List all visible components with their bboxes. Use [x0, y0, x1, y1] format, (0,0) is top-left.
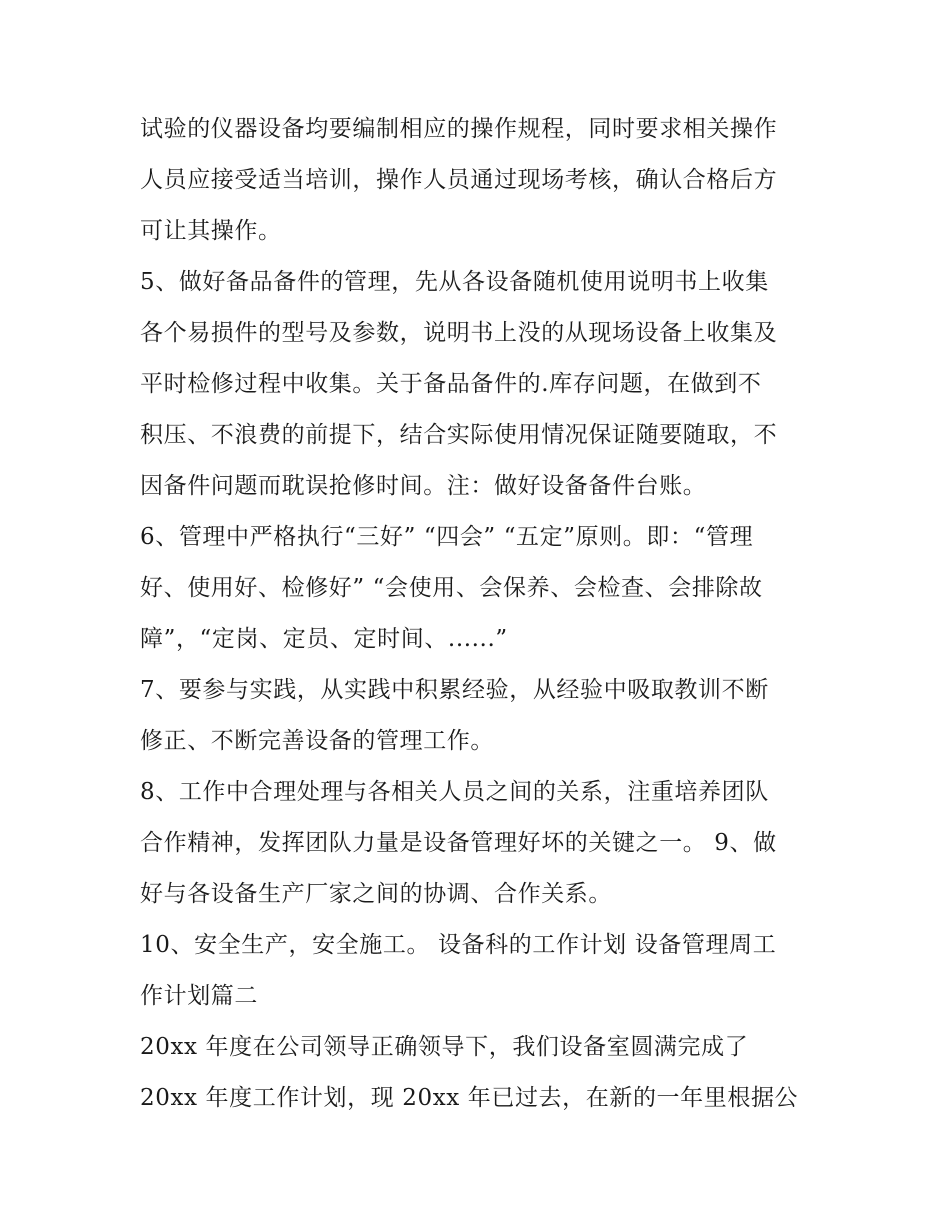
- text-line-16: 好与各设备生产厂家之间的协调、合作关系。: [140, 881, 612, 907]
- text-line-8: 因备件问题而耽误抢修时间。注：做好设备备件台账。: [140, 473, 707, 499]
- text-line-6: 平时检修过程中收集。关于备品备件的.库存问题，在做到不: [140, 371, 762, 397]
- text-line-10: 好、使用好、检修好” “会使用、会保养、会检查、会排除故: [140, 575, 763, 601]
- text-line-19: 20xx 年度在公司领导正确领导下，我们设备室圆满完成了: [140, 1034, 749, 1060]
- text-line-13: 修正、不断完善设备的管理工作。: [140, 728, 494, 754]
- text-line-15: 合作精神，发挥团队力量是设备管理好坏的关键之一。 9、做: [140, 830, 777, 856]
- text-line-17: 10、安全生产，安全施工。 设备科的工作计划 设备管理周工: [140, 932, 777, 958]
- text-line-12: 7、要参与实践，从实践中积累经验，从经验中吸取教训不断: [140, 677, 769, 703]
- text-line-9: 6、管理中严格执行“三好” “四会” “五定”原则。即：“管理: [140, 524, 754, 550]
- text-line-11: 障”，“定岗、定员、定时间、......”: [140, 626, 508, 652]
- text-line-14: 8、工作中合理处理与各相关人员之间的关系，注重培养团队: [140, 779, 769, 805]
- text-line-7: 积压、不浪费的前提下，结合实际使用情况保证随要随取，不: [140, 422, 778, 448]
- text-line-20: 20xx 年度工作计划，现 20xx 年已过去，在新的一年里根据公: [140, 1085, 799, 1111]
- text-line-1: 试验的仪器设备均要编制相应的操作规程，同时要求相关操作: [140, 116, 778, 142]
- text-line-2: 人员应接受适当培训，操作人员通过现场考核，确认合格后方: [140, 167, 778, 193]
- text-line-3: 可让其操作。: [140, 218, 282, 244]
- text-line-4: 5、做好备品备件的管理，先从各设备随机使用说明书上收集: [140, 269, 769, 295]
- text-line-5: 各个易损件的型号及参数，说明书上没的从现场设备上收集及: [140, 320, 778, 346]
- document-body: [140, 104, 830, 1124]
- text-line-18: 作计划篇二: [140, 983, 258, 1009]
